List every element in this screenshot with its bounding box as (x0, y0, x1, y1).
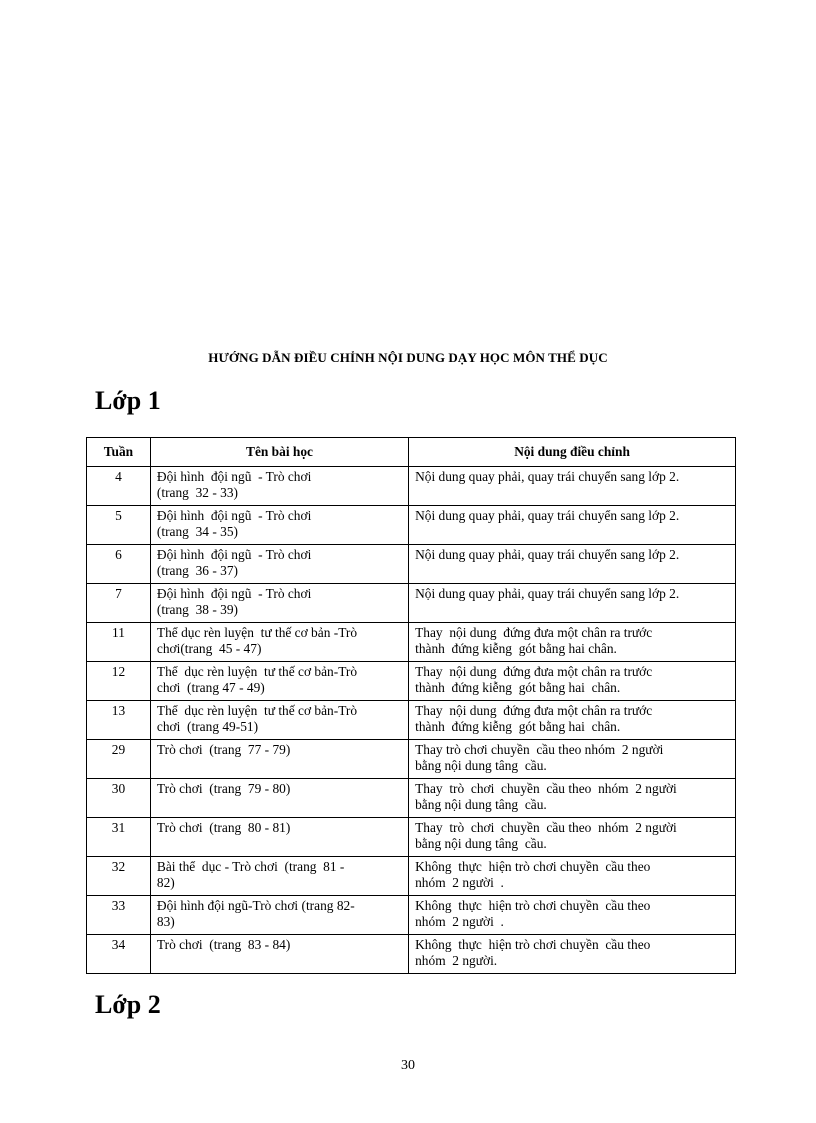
section-heading-grade-2: Lớp 2 (95, 990, 161, 1019)
lesson-cell: Bài thể dục - Trò chơi (trang 81 - 82) (150, 857, 408, 896)
lesson-cell: Đội hình đội ngũ - Trò chơi (trang 38 - 39) (150, 584, 408, 623)
header-week: Tuần (87, 438, 151, 467)
lesson-cell: Thể dục rèn luyện tư thế cơ bản-Trò chơi (trang 47 - 49) (150, 662, 408, 701)
lesson-cell: Trò chơi (trang 77 - 79) (150, 740, 408, 779)
header-lesson: Tên bài học (150, 438, 408, 467)
page-number: 30 (401, 1058, 415, 1073)
adjustment-cell: Nội dung quay phải, quay trái chuyển sang lớp 2. (409, 545, 736, 584)
adjustment-table (86, 437, 736, 974)
lesson-cell: Đội hình đội ngũ - Trò chơi (trang 36 - 37) (150, 545, 408, 584)
week-cell: 6 (87, 545, 151, 584)
table-row (87, 701, 736, 740)
week-cell: 11 (87, 623, 151, 662)
table-row (87, 779, 736, 818)
lesson-cell: Trò chơi (trang 80 - 81) (150, 818, 408, 857)
adjustment-cell: Thay trò chơi chuyền cầu theo nhóm 2 người bằng nội dung tâng cầu. (409, 779, 736, 818)
lesson-cell: Đội hình đội ngũ - Trò chơi (trang 34 - 35) (150, 506, 408, 545)
adjustment-cell: Không thực hiện trò chơi chuyền cầu theo nhóm 2 người . (409, 896, 736, 935)
lesson-cell: Thể dục rèn luyện tư thế cơ bản -Trò chơi(trang 45 - 47) (150, 623, 408, 662)
week-cell: 13 (87, 701, 151, 740)
table-row (87, 857, 736, 896)
week-cell: 31 (87, 818, 151, 857)
table-row (87, 818, 736, 857)
adjustment-cell: Nội dung quay phải, quay trái chuyển sang lớp 2. (409, 584, 736, 623)
adjustment-cell: Thay nội dung đứng đưa một chân ra trước thành đứng kiễng gót bằng hai chân. (409, 701, 736, 740)
adjustment-cell: Không thực hiện trò chơi chuyền cầu theo nhóm 2 người. (409, 935, 736, 974)
adjustment-cell: Không thực hiện trò chơi chuyền cầu theo nhóm 2 người . (409, 857, 736, 896)
adjustment-cell: Nội dung quay phải, quay trái chuyển sang lớp 2. (409, 506, 736, 545)
table-row (87, 623, 736, 662)
adjustment-cell: Thay trò chơi chuyền cầu theo nhóm 2 người bằng nội dung tâng cầu. (409, 740, 736, 779)
lesson-cell: Thể dục rèn luyện tư thế cơ bản-Trò chơi (trang 49-51) (150, 701, 408, 740)
week-cell: 12 (87, 662, 151, 701)
lesson-cell: Đội hình đội ngũ - Trò chơi (trang 32 - 33) (150, 467, 408, 506)
adjustment-cell: Thay trò chơi chuyền cầu theo nhóm 2 người bằng nội dung tâng cầu. (409, 818, 736, 857)
week-cell: 34 (87, 935, 151, 974)
adjustment-cell: Thay nội dung đứng đưa một chân ra trước thành đứng kiễng gót bằng hai chân. (409, 623, 736, 662)
week-cell: 7 (87, 584, 151, 623)
week-cell: 30 (87, 779, 151, 818)
adjustment-cell: Nội dung quay phải, quay trái chuyển sang lớp 2. (409, 467, 736, 506)
lesson-cell: Đội hình đội ngũ-Trò chơi (trang 82- 83) (150, 896, 408, 935)
document-title: HƯỚNG DẪN ĐIỀU CHỈNH NỘI DUNG DẠY HỌC MÔN THỂ DỤC (208, 350, 608, 365)
header-adjustment: Nội dung điều chỉnh (409, 438, 736, 467)
table-row (87, 584, 736, 623)
week-cell: 4 (87, 467, 151, 506)
lesson-cell: Trò chơi (trang 79 - 80) (150, 779, 408, 818)
table-row (87, 662, 736, 701)
week-cell: 33 (87, 896, 151, 935)
week-cell: 5 (87, 506, 151, 545)
week-cell: 32 (87, 857, 151, 896)
table-header-row (87, 438, 736, 467)
table-row (87, 506, 736, 545)
table-body (87, 467, 736, 974)
table-row (87, 467, 736, 506)
adjustment-cell: Thay nội dung đứng đưa một chân ra trước thành đứng kiễng gót bằng hai chân. (409, 662, 736, 701)
section-heading-grade-1: Lớp 1 (95, 386, 161, 415)
table-row (87, 935, 736, 974)
lesson-cell: Trò chơi (trang 83 - 84) (150, 935, 408, 974)
table-row (87, 545, 736, 584)
table-row (87, 896, 736, 935)
week-cell: 29 (87, 740, 151, 779)
table-row (87, 740, 736, 779)
